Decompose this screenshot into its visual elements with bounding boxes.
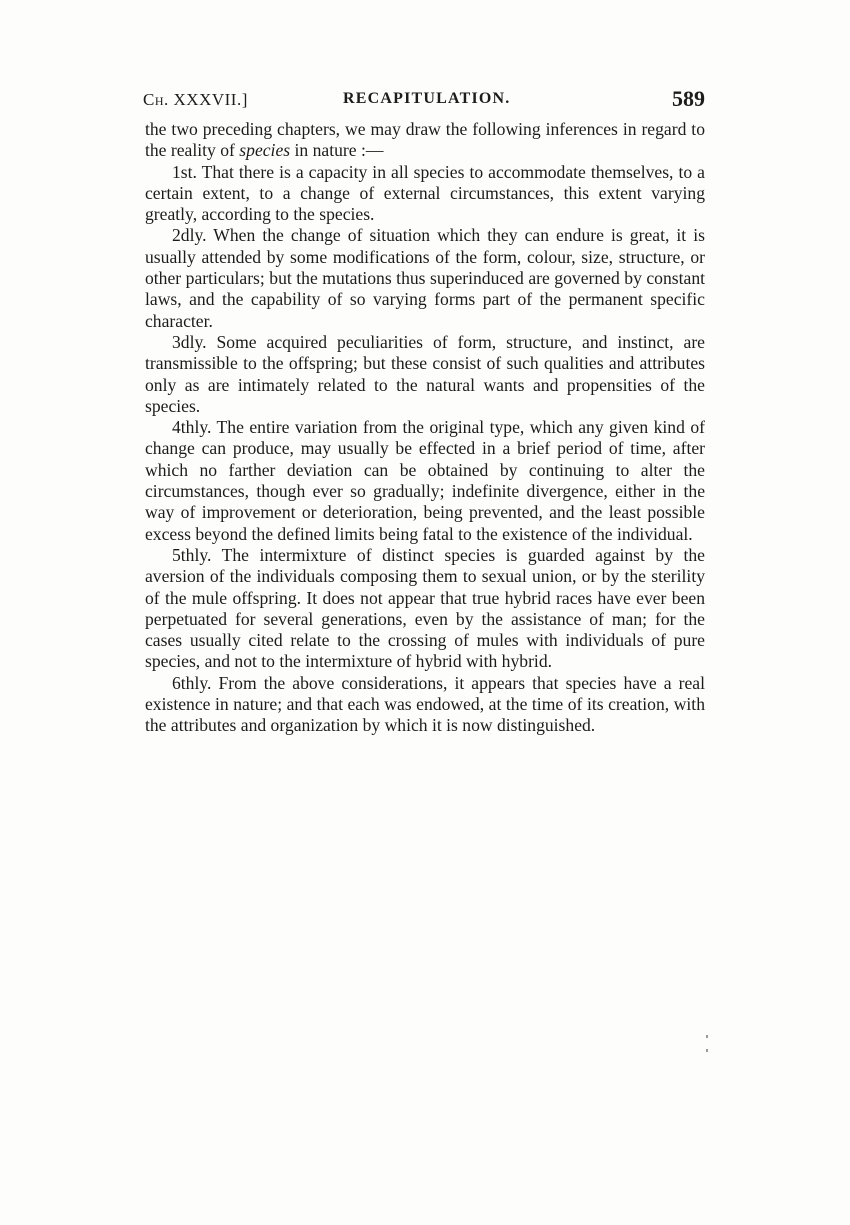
body-text bbox=[145, 119, 705, 737]
intro-emphasis: species bbox=[239, 140, 291, 161]
paragraph-2dly: 2dly. When the change of situation which they can endure is great, it is usually attended by some modifications of the form, colour, size, structure, or other particulars; but the mutations thus superinduced are governed by constant laws, and the capability of so varying forms part of the permanent specific character. bbox=[145, 225, 705, 331]
paragraph-5thly: 5thly. The intermixture of distinct species is guarded against by the aversion of the individuals composing them to sexual union, or by the sterility of the mule offspring. It does not appear that true hybrid races have ever been perpetuated for several generations, even by the assistance of man; for the cases usually cited relate to the crossing of mules with individuals of pure species, and not to the intermixture of hybrid with hybrid. bbox=[145, 544, 705, 672]
paragraph-4thly: 4thly. The entire variation from the original type, which any given kind of change can produce, may usually be effected in a brief period of time, after which no farther deviation can be obtained by continuing to alter the circumstances, though ever so gradually; indefinite divergence, either in the way of improvement or deterioration, being prevented, and the least possible excess beyond the defined limits being fatal to the existence of the individual. bbox=[145, 417, 705, 544]
scan-specks bbox=[706, 1035, 709, 1065]
scan-speck bbox=[706, 1035, 708, 1038]
paragraph-3dly: 3dly. Some acquired peculiarities of form, structure, and instinct, are transmissible to the offspring; but these consist of such qualities and attributes only as are intimately related to the natural wants and propensities of the species. bbox=[145, 331, 705, 416]
intro-line: the two preceding chapters, we may draw the following inferences in regard to the reality of bbox=[145, 119, 705, 161]
running-title: RECAPITULATION. bbox=[343, 90, 511, 107]
intro-paragraph bbox=[145, 119, 705, 162]
chapter-prefix: Ch. bbox=[143, 90, 169, 109]
chapter-number: XXXVII.] bbox=[173, 90, 248, 109]
paragraph-1st: 1st. That there is a capacity in all species to accommodate themselves, to a certain extent, to a change of external circumstances, this extent varying greatly, according to the species. bbox=[145, 161, 705, 225]
running-head bbox=[143, 88, 705, 114]
page-number: 589 bbox=[672, 86, 705, 111]
chapter-reference bbox=[143, 90, 248, 110]
paragraph-6thly: 6thly. From the above considerations, it appears that species have a real existence in nature; and that each was endowed, at the time of its creation, with the attributes and organization by which it is now distinguished. bbox=[145, 672, 705, 736]
intro-tail: in nature :— bbox=[294, 140, 384, 161]
scan-speck bbox=[706, 1049, 708, 1052]
